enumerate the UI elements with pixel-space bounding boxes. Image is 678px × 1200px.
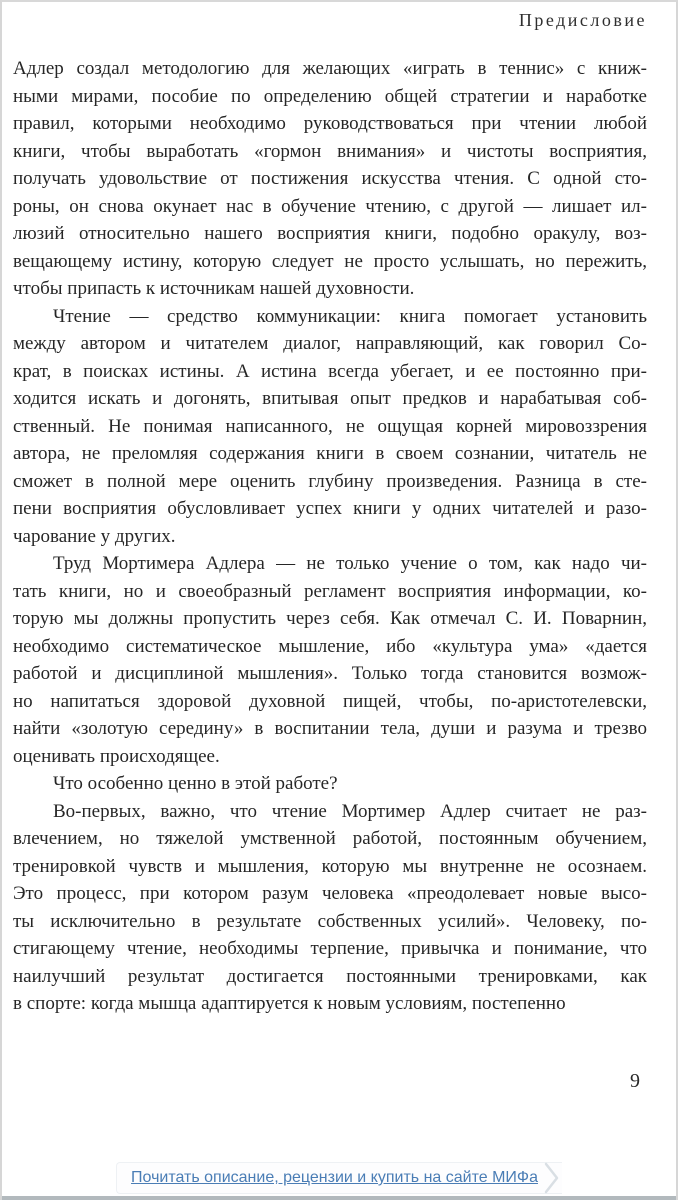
text-line: тренировкой чувств и мышления, которую мы внутренне не осознаем. bbox=[13, 855, 647, 877]
text-line: тать книги, но и своеобразный регламент восприятия информации, ко- bbox=[13, 580, 647, 602]
page-body bbox=[13, 55, 647, 1018]
text-line: наилучший результат достигается постоянными тренировками, как bbox=[13, 965, 647, 987]
text-line: найти «золотую середину» в воспитании тела, души и разума и трезво bbox=[13, 718, 647, 739]
text-line: ты исключительно в результате собственных усилий». Человеку, по- bbox=[13, 910, 647, 932]
text-line: Во-первых, важно, что чтение Мортимер Адлер считает не раз- bbox=[53, 800, 647, 822]
text-line: Это процесс, при котором разум человека «преодолевает новые высо- bbox=[13, 883, 647, 904]
footer-bar bbox=[2, 1162, 676, 1194]
text-line: правил, которыми необходимо руководствоваться при чтении любой bbox=[13, 113, 647, 134]
text-line: Чтение — средство коммуникации: книга помогает установить bbox=[53, 305, 647, 327]
text-line: в спорте: когда мышца адаптируется к новым условиям, постепенно bbox=[13, 993, 566, 1014]
footer-ribbon bbox=[116, 1162, 562, 1194]
text-line: влечением, но тяжелой умственной работой, постоянным обучением, bbox=[13, 828, 647, 849]
text-line: стигающему чтение, необходимы терпение, привычка и понимание, что bbox=[13, 938, 647, 959]
text-line: Труд Мортимера Адлера — не только учение о том, как надо чи- bbox=[53, 553, 647, 574]
text-line: автора, не преломляя содержания книги в своем сознании, читатель не bbox=[13, 443, 647, 464]
text-line: сможет в полной мере оценить глубину произведения. Разница в сте- bbox=[13, 470, 647, 492]
text-line: Что особенно ценно в этой работе? bbox=[53, 773, 338, 794]
text-line: но напитаться здоровой духовной пищей, чтобы, по-аристотелевски, bbox=[13, 690, 647, 712]
text-line: работой и дисциплиной мышления». Только тогда становится возмож- bbox=[13, 663, 647, 684]
page-number: 9 bbox=[630, 1069, 640, 1092]
text-line: книги, чтобы выработать «гормон внимания» и чистоты восприятия, bbox=[13, 140, 647, 162]
text-line: вещающему истину, которую следует не просто услышать, но пережить, bbox=[13, 250, 647, 272]
text-line: оценивать происходящее. bbox=[13, 745, 220, 767]
text-line: ходится искать и догонять, впитывая опыт предков и нарабатывая соб- bbox=[13, 388, 647, 409]
text-line: торую мы должны пропустить через себя. Как отмечал С. И. Поварнин, bbox=[13, 608, 647, 629]
text-line: Адлер создал методологию для желающих «играть в теннис» с книж- bbox=[13, 58, 647, 79]
text-line: чтобы припасть к источникам нашей духовности. bbox=[13, 278, 415, 299]
text-line: получать удовольствие от постижения искусства чтения. С одной сто- bbox=[13, 168, 647, 189]
text-line: ными мирами, пособие по определению общей стратегии и наработке bbox=[13, 85, 647, 107]
text-line: необходимо систематическое мышление, ибо «культура ума» «дается bbox=[13, 635, 647, 657]
text-line: люзий относительно нашего восприятия книги, подобно оракулу, воз- bbox=[13, 223, 647, 244]
page-bottom-edge bbox=[2, 1196, 676, 1200]
text-line: роны, он снова окунает нас в обучение чтению, с другой — лишает ил- bbox=[13, 195, 647, 217]
text-line: крат, в поисках истины. А истина всегда убегает, и ее постоянно при- bbox=[13, 360, 647, 382]
text-line: чарование у других. bbox=[13, 525, 176, 547]
chapter-header: Предисловие bbox=[518, 10, 647, 30]
buy-on-mif-site-link[interactable]: Почитать описание, рецензии и купить на сайте МИФа bbox=[131, 1169, 538, 1186]
chevron-right-icon bbox=[544, 1162, 560, 1194]
text-line: между автором и читателем диалог, направляющий, как говорил Со- bbox=[13, 333, 647, 354]
text-line: пени восприятия обусловливает успех книги у одних читателей и разо- bbox=[13, 498, 647, 519]
text-line: ственный. Не понимая написанного, не ощущая корней мировоззрения bbox=[13, 415, 647, 437]
